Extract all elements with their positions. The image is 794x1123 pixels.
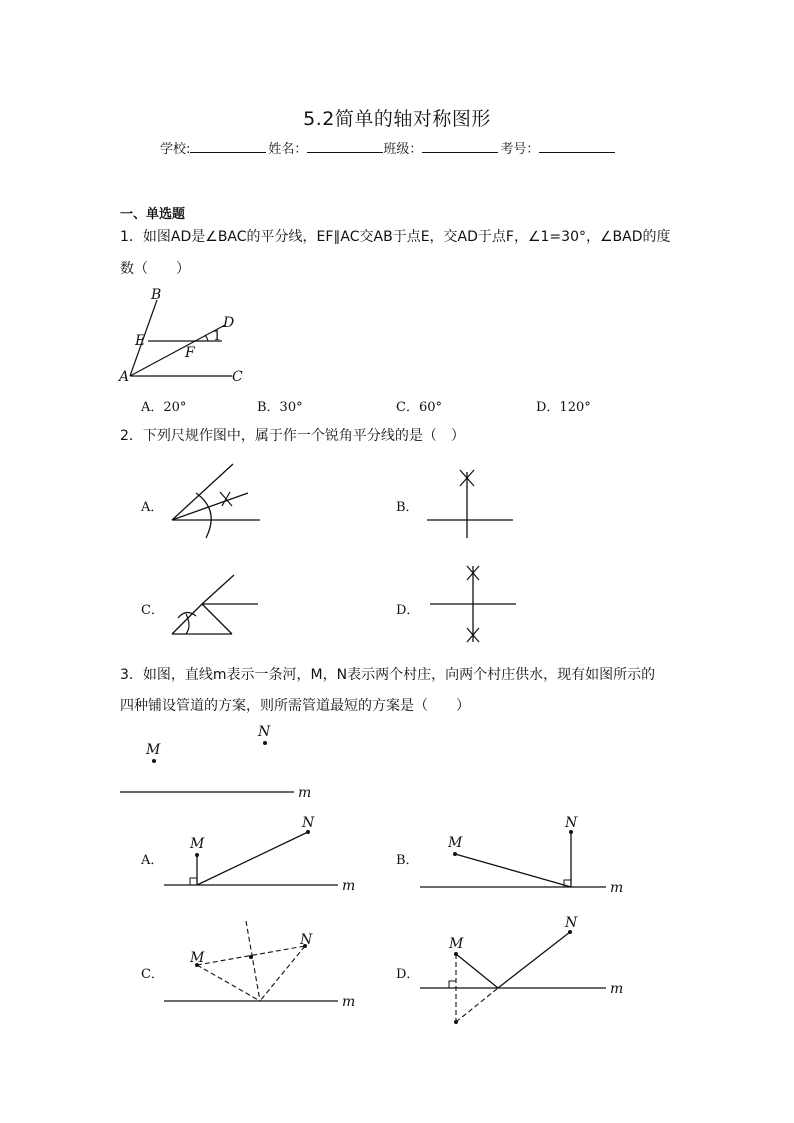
q1-text-line2: 数（ ） — [120, 261, 190, 277]
q3-label-M: M — [146, 742, 161, 758]
q3-text-line1: 3．如图，直线m表示一条河，M，N表示两个村庄，向两个村庄供水，现有如图所示的 — [120, 667, 656, 683]
q2-option-c[interactable]: C． — [141, 603, 164, 618]
q3a-label-M: M — [190, 836, 205, 852]
q1-label-A: A — [119, 369, 130, 385]
page-title: 5.2简单的轴对称图形 — [303, 108, 491, 130]
q3-label-m: m — [298, 785, 312, 801]
q1-option-b[interactable]: B．30° — [257, 400, 303, 415]
q3-option-a[interactable]: A． — [141, 853, 164, 868]
q3b-label-M: M — [448, 835, 463, 851]
exam-no-label: 考号： — [500, 142, 540, 157]
q2-figure-a — [168, 460, 263, 542]
q3a-label-N: N — [302, 815, 315, 831]
q3d-label-M: M — [449, 936, 464, 952]
q3-text-line2: 四种铺设管道的方案，则所需管道最短的方案是（ ） — [120, 698, 470, 714]
q1-label-D: D — [223, 315, 235, 331]
q3a-label-m: m — [342, 878, 356, 894]
q3-option-d[interactable]: D． — [396, 967, 420, 982]
class-label: 班级： — [383, 142, 423, 157]
q2-text: 2．下列尺规作图中，属于作一个锐角平分线的是（ ） — [120, 428, 465, 444]
q3-option-c[interactable]: C． — [141, 967, 164, 982]
q3-figure-b — [418, 815, 628, 895]
q3b-label-N: N — [565, 815, 578, 831]
q2-option-b[interactable]: B． — [396, 500, 419, 515]
name-field[interactable] — [307, 138, 383, 153]
q3-option-b[interactable]: B． — [396, 853, 419, 868]
q2-figure-c — [168, 572, 263, 638]
q2-figure-d — [428, 562, 520, 646]
exam-no-field[interactable] — [539, 138, 615, 153]
q3d-label-N: N — [565, 915, 578, 931]
school-label: 学校: — [160, 142, 191, 157]
q2-figure-b — [425, 466, 515, 538]
q1-label-C: C — [232, 369, 243, 385]
q1-option-a[interactable]: A．20° — [141, 400, 187, 415]
q1-label-F: F — [185, 345, 195, 361]
student-info-row — [160, 138, 615, 157]
q1-option-d[interactable]: D．120° — [536, 400, 591, 415]
q1-figure — [115, 283, 255, 388]
q3-label-N: N — [258, 724, 271, 740]
q3c-label-N: N — [300, 932, 313, 948]
q3-main-figure — [118, 722, 318, 802]
q1-label-1: 1 — [213, 329, 222, 344]
class-field[interactable] — [422, 138, 498, 153]
q2-option-a[interactable]: A． — [141, 500, 164, 515]
q3d-label-m: m — [610, 981, 624, 997]
name-label: 姓名： — [268, 142, 308, 157]
q1-text-line1: 1．如图AD是∠BAC的平分线，EF∥AC交AB于点E，交AD于点F，∠1=30°，∠BAD的度 — [120, 229, 671, 245]
q2-option-d[interactable]: D． — [396, 603, 420, 618]
q1-option-c[interactable]: C．60° — [396, 400, 442, 415]
q1-label-E: E — [135, 333, 146, 349]
section-heading: 一、单选题 — [120, 207, 186, 222]
q3b-label-m: m — [610, 880, 624, 896]
school-field[interactable] — [190, 138, 266, 153]
q3c-label-m: m — [342, 994, 356, 1010]
q3c-label-M: M — [190, 950, 205, 966]
q3-figure-a — [162, 815, 362, 895]
q3-figure-d — [418, 912, 628, 1032]
q3-figure-c — [162, 918, 362, 1008]
q1-label-B: B — [151, 287, 162, 303]
